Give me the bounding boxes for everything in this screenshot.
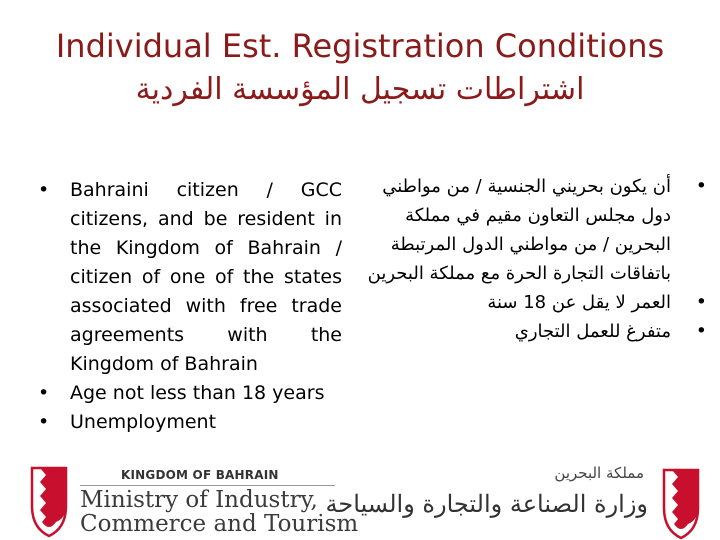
condition-text: Unemployment [70, 411, 217, 433]
kingdom-label: KINGDOM OF BAHRAIN [121, 468, 279, 482]
english-conditions-column [30, 176, 342, 437]
condition-text: Age not less than 18 years [70, 382, 325, 404]
ministry-name-line1: Ministry of Industry, [80, 487, 318, 513]
bullet-icon: • [695, 175, 707, 197]
bullet-icon: • [38, 382, 50, 404]
list-item [30, 176, 342, 379]
page-title-english: Individual Est. Registration Conditions [55, 27, 665, 65]
bullet-icon: • [695, 320, 707, 342]
divider [80, 485, 335, 486]
arabic-conditions-list [355, 172, 707, 346]
condition-text: Bahraini citizen / GCC citizens, and be resident in the Kingdom of Bahrain / citizen of one of the states associated with free trade agreements with the Kingdom of Bahrain [70, 179, 342, 375]
bahrain-crest-icon [28, 466, 70, 538]
ministry-logo-english [28, 466, 359, 540]
condition-text: العمر لا يقل عن 18 سنة [487, 292, 671, 313]
list-item [30, 379, 342, 408]
arabic-conditions-column [355, 172, 707, 346]
condition-text: أن يكون بحريني الجنسية / من مواطني دول مجلس التعاون مقيم في مملكة البحرين / من مواطني الدول المرتبطة باتفاقات التجارة الحرة مع مملكة البحرين [367, 176, 671, 284]
page-title-arabic: اشتراطات تسجيل المؤسسة الفردية [135, 72, 585, 107]
bullet-icon: • [38, 411, 50, 433]
ministry-name-arabic: وزارة الصناعة والتجارة والسياحة [325, 490, 648, 518]
ministry-name-line2: Commerce and Tourism [80, 511, 359, 537]
condition-text: متفرغ للعمل التجاري [514, 321, 671, 342]
bullet-icon: • [38, 179, 50, 201]
bahrain-crest-icon [660, 468, 702, 540]
list-item [355, 172, 707, 288]
ministry-logo-arabic [325, 462, 702, 540]
bullet-icon: • [695, 291, 707, 313]
english-conditions-list [30, 176, 342, 437]
list-item [355, 317, 707, 346]
list-item [30, 408, 342, 437]
kingdom-label-arabic: مملكة البحرين [554, 464, 644, 482]
ministry-name [80, 488, 358, 536]
list-item [355, 288, 707, 317]
